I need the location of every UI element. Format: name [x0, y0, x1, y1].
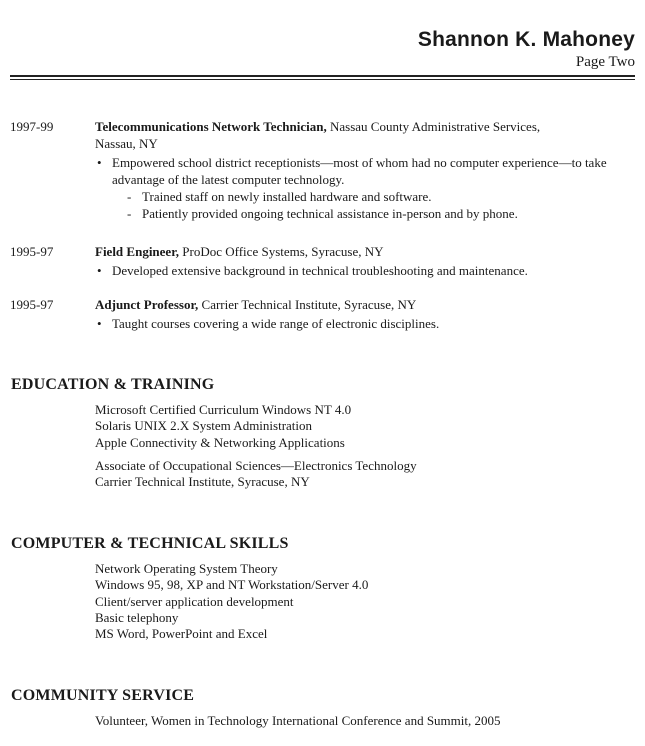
sub-bullet-item: - Trained staff on newly installed hardware and software.: [95, 188, 635, 205]
education-cert-list: [95, 402, 351, 451]
section-heading-education: EDUCATION & TRAINING: [11, 376, 215, 393]
section-heading-skills: COMPUTER & TECHNICAL SKILLS: [11, 535, 289, 552]
list-item: Volunteer, Women in Technology International Conference and Summit, 2005: [95, 713, 501, 728]
list-item: Associate of Occupational Sciences—Electronics Technology: [95, 458, 417, 473]
bullet-item: • Empowered school district receptionists—most of whom had no computer experience—to take advantage of the latest computer technology.: [95, 154, 635, 188]
entry-heading: [95, 296, 635, 313]
list-item: Apple Connectivity & Networking Applications: [95, 434, 345, 450]
list-item: Microsoft Certified Curriculum Windows NT 4.0: [95, 402, 352, 417]
list-item: Windows 95, 98, XP and NT Workstation/Server 4.0: [95, 577, 369, 593]
community-list: [95, 713, 501, 729]
bullet-item: • Developed extensive background in technical troubleshooting and maintenance.: [95, 262, 635, 279]
job-org: ProDoc Office Systems, Syracuse, NY: [182, 244, 384, 259]
bullet-item: • Taught courses covering a wide range of electronic disciplines.: [95, 315, 635, 332]
education-degree: [95, 458, 417, 491]
job-title: Telecommunications Network Technician,: [95, 119, 327, 134]
entry-body: [95, 118, 635, 222]
list-item: Carrier Technical Institute, Syracuse, NY: [95, 474, 310, 490]
header-rule-thin: [10, 79, 635, 80]
list-item: MS Word, PowerPoint and Excel: [95, 626, 268, 642]
skills-list: [95, 561, 368, 642]
header-rule-thick: [10, 75, 635, 77]
page-number-label: Page Two: [575, 54, 635, 70]
job-title: Field Engineer,: [95, 244, 180, 259]
entry-heading: [95, 118, 635, 135]
entry-body: [95, 296, 635, 332]
list-item: Solaris UNIX 2.X System Administration: [95, 418, 313, 434]
entry-years: 1997-99: [10, 119, 54, 134]
sub-bullet-item: - Patiently provided ongoing technical assistance in-person and by phone.: [95, 205, 635, 222]
resume-name: Shannon K. Mahoney: [417, 28, 635, 51]
job-org: Carrier Technical Institute, Syracuse, NY: [201, 297, 417, 312]
list-item: Client/server application development: [95, 593, 294, 609]
job-org: Nassau County Administrative Services,: [329, 119, 541, 134]
entry-heading: [95, 243, 635, 260]
section-heading-community: COMMUNITY SERVICE: [11, 687, 195, 704]
job-location: Nassau, NY: [95, 136, 158, 151]
entry-years: 1995-97: [10, 297, 54, 312]
entry-years: 1995-97: [10, 244, 54, 259]
job-title: Adjunct Professor,: [95, 297, 199, 312]
entry-body: [95, 243, 635, 279]
list-item: Network Operating System Theory: [95, 561, 278, 576]
list-item: Basic telephony: [95, 609, 179, 625]
